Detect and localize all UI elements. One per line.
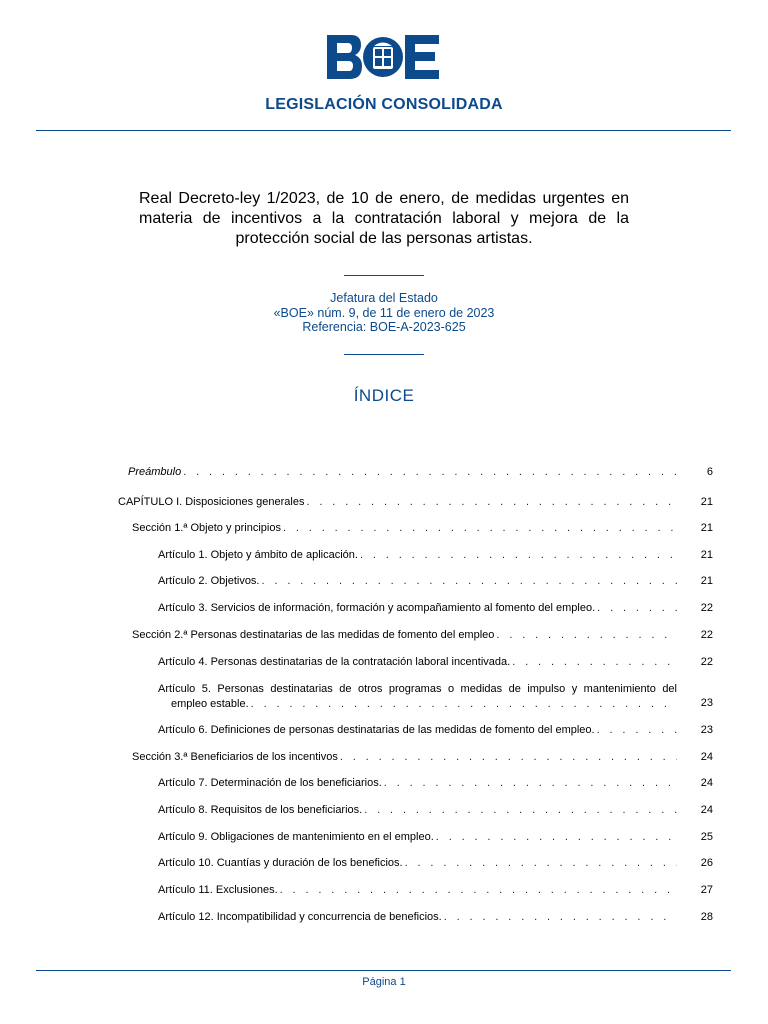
toc-page-number: 24 (700, 751, 713, 763)
leader-dots (597, 723, 677, 738)
toc-page-number: 21 (700, 522, 713, 534)
toc-entry-label: Artículo 8. Requisitos de los beneficiarios. (158, 804, 363, 816)
toc-entry-seccion-2[interactable] (132, 628, 677, 643)
toc-entry-articulo-11[interactable] (158, 883, 677, 898)
toc-entry-label: Artículo 5. Personas destinatarias de otros programas o medidas de impulso y mantenimiento del (158, 683, 677, 695)
leader-dots (360, 548, 677, 563)
toc-page-number: 26 (700, 857, 713, 869)
toc-entry-label: Artículo 6. Definiciones de personas destinatarias de las medidas de fomento del empleo. (158, 724, 595, 736)
toc-entry-label: Artículo 7. Determinación de los beneficiarios. (158, 777, 382, 789)
leader-dots (280, 883, 677, 898)
toc-entry-capitulo-1[interactable] (118, 495, 677, 510)
toc-entry-label: Artículo 9. Obligaciones de mantenimiento en el empleo. (158, 831, 434, 843)
toc-entry-label: Artículo 3. Servicios de información, formación y acompañamiento al fomento del empleo. (158, 602, 596, 614)
toc-entry-label-continued: empleo estable. (171, 698, 249, 710)
toc-entry-articulo-9[interactable] (158, 830, 677, 845)
leader-dots (436, 830, 677, 845)
leader-dots (444, 910, 677, 925)
toc-entry-articulo-12[interactable] (158, 910, 677, 925)
toc-page-number: 24 (700, 804, 713, 816)
toc-page-number: 23 (700, 697, 713, 709)
toc-page-number: 21 (700, 549, 713, 561)
toc-entry-preambulo[interactable] (128, 465, 677, 480)
toc-page-number: 22 (700, 629, 713, 641)
toc-entry-articulo-6[interactable] (158, 723, 677, 738)
leader-dots (183, 465, 677, 480)
publication: «BOE» núm. 9, de 11 de enero de 2023 (273, 305, 495, 320)
leader-dots (496, 628, 677, 643)
toc-entry-articulo-2[interactable] (158, 574, 677, 589)
page-footer: Página 1 (362, 976, 406, 988)
toc-page-number: 6 (706, 466, 713, 478)
toc-page-number: 22 (700, 602, 713, 614)
toc-page-number: 24 (700, 777, 713, 789)
leader-dots (306, 495, 677, 510)
toc-heading: ÍNDICE (353, 386, 415, 405)
toc-page-number: 22 (700, 656, 713, 668)
toc-page-number: 25 (700, 831, 713, 843)
toc-entry-articulo-3[interactable] (158, 601, 677, 616)
leader-dots (340, 750, 677, 765)
title-divider (344, 275, 424, 276)
leader-dots (283, 521, 677, 536)
toc-entry-articulo-7[interactable] (158, 776, 677, 791)
toc-entry-label: Sección 2.ª Personas destinatarias de las medidas de fomento del empleo (132, 629, 495, 641)
leader-dots (405, 856, 677, 871)
toc-entry-label: Artículo 11. Exclusiones. (158, 884, 278, 896)
leader-dots (262, 574, 678, 589)
toc-page-number: 21 (700, 575, 713, 587)
document-title: Real Decreto-ley 1/2023, de 10 de enero, de medidas urgentes en materia de incentivos a la contratación laboral y mejora de la protección social de las personas artistas. (139, 190, 629, 247)
toc-entry-label: Artículo 1. Objeto y ámbito de aplicación. (158, 549, 358, 561)
toc-entry-articulo-4[interactable] (158, 655, 677, 670)
boe-logo (327, 35, 439, 79)
toc-entry-label: Artículo 12. Incompatibilidad y concurrencia de beneficios. (158, 911, 442, 923)
toc-page-number: 27 (700, 884, 713, 896)
leader-dots (364, 803, 677, 818)
toc-entry-label: Artículo 2. Objetivos. (158, 575, 260, 587)
leader-dots (251, 697, 677, 712)
toc-entry-label: Preámbulo (128, 466, 182, 478)
toc-page-number: 28 (700, 911, 713, 923)
toc-entry-articulo-10[interactable] (158, 856, 677, 871)
meta-divider (344, 354, 424, 355)
footer-rule (36, 970, 731, 971)
toc-entry-articulo-1[interactable] (158, 548, 677, 563)
toc-entry-label: CAPÍTULO I. Disposiciones generales (118, 496, 305, 508)
issuer: Jefatura del Estado (330, 291, 438, 305)
toc-entry-seccion-1[interactable] (132, 521, 677, 536)
toc-page-number: 21 (700, 496, 713, 508)
leader-dots (597, 601, 677, 616)
toc-entry-label: Sección 1.ª Objeto y principios (132, 522, 281, 534)
publication-meta (0, 291, 768, 335)
toc-entry-articulo-5[interactable] (158, 682, 677, 712)
reference: Referencia: BOE-A-2023-625 (302, 320, 466, 335)
toc-entry-seccion-3[interactable] (132, 750, 677, 765)
toc-entry-label: Sección 3.ª Beneficiarios de los incentivos (132, 751, 338, 763)
toc-entry-label: Artículo 4. Personas destinatarias de la contratación laboral incentivada. (158, 656, 511, 668)
toc-page-number: 23 (700, 724, 713, 736)
header-rule (36, 130, 731, 131)
toc-entry-articulo-8[interactable] (158, 803, 677, 818)
consolidated-legislation-banner: LEGISLACIÓN CONSOLIDADA (265, 96, 503, 113)
leader-dots (384, 776, 677, 791)
leader-dots (512, 655, 677, 670)
toc-entry-label: Artículo 10. Cuantías y duración de los beneficios. (158, 857, 403, 869)
